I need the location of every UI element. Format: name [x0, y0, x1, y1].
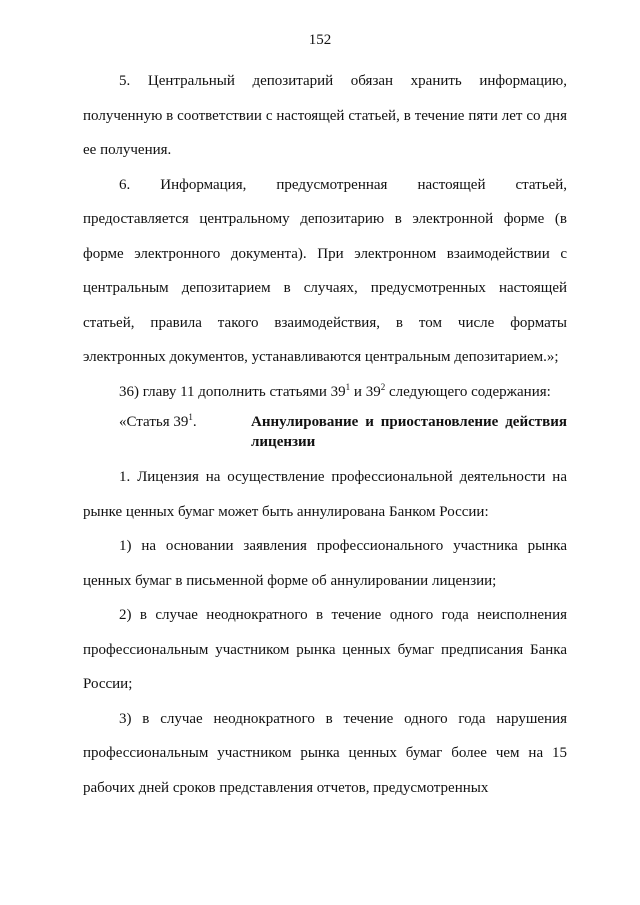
- article-lead-text: «Статья 39: [119, 414, 189, 430]
- document-body: [83, 64, 567, 805]
- item-36: [83, 375, 567, 410]
- item-36-text-start: 36) главу 11 дополнить статьями 39: [119, 383, 346, 400]
- paragraph-5: 5. Центральный депозитарий обязан хранить информацию, полученную в соответствии с настоящей статьей, в течение пяти лет со дня ее получения.: [83, 73, 567, 158]
- paragraph-article-1-item-1: 1) на основании заявления профессионального участника рынка ценных бумаг в письменной форме об аннулировании лицензии;: [83, 538, 567, 589]
- paragraph-article-1-item-3: 3) в случае неоднократного в течение одного года нарушения профессиональным участником рынка ценных бумаг более чем на 15 рабочих дней сроков представления отчетов, предусмотренных: [83, 710, 567, 796]
- article-heading: [83, 412, 567, 452]
- article-lead-dot: .: [192, 414, 197, 430]
- item-36-text-end: следующего содержания:: [385, 383, 551, 400]
- paragraph-6: 6. Информация, предусмотренная настоящей статьей, предоставляется центральному депозитарию в электронной форме (в форме электронного документа). При электронном взаимодействии с центральным депозитарием в случаях, предусмотренных настоящей статьей, правила такого взаимодействия, в том числе форматы электронных документов, устанавливаются центральным депозитарием.»;: [83, 176, 567, 365]
- item-36-sup-2: 2: [380, 381, 386, 392]
- article-number: [83, 412, 251, 452]
- page-number: 152: [308, 32, 332, 48]
- paragraph-article-1: 1. Лицензия на осуществление профессиональной деятельности на рынке ценных бумаг может быть аннулирована Банком России:: [83, 469, 567, 520]
- item-36-text-mid: и 39: [350, 383, 381, 400]
- item-36-sup-1: 1: [345, 381, 351, 392]
- article-title: Аннулирование и приостановление действия лицензии: [251, 414, 567, 450]
- paragraph-article-1-item-2: 2) в случае неоднократного в течение одного года неисполнения профессиональным участником рынка ценных бумаг предписания Банка России;: [83, 607, 567, 692]
- article-lead-sup: 1: [188, 412, 193, 422]
